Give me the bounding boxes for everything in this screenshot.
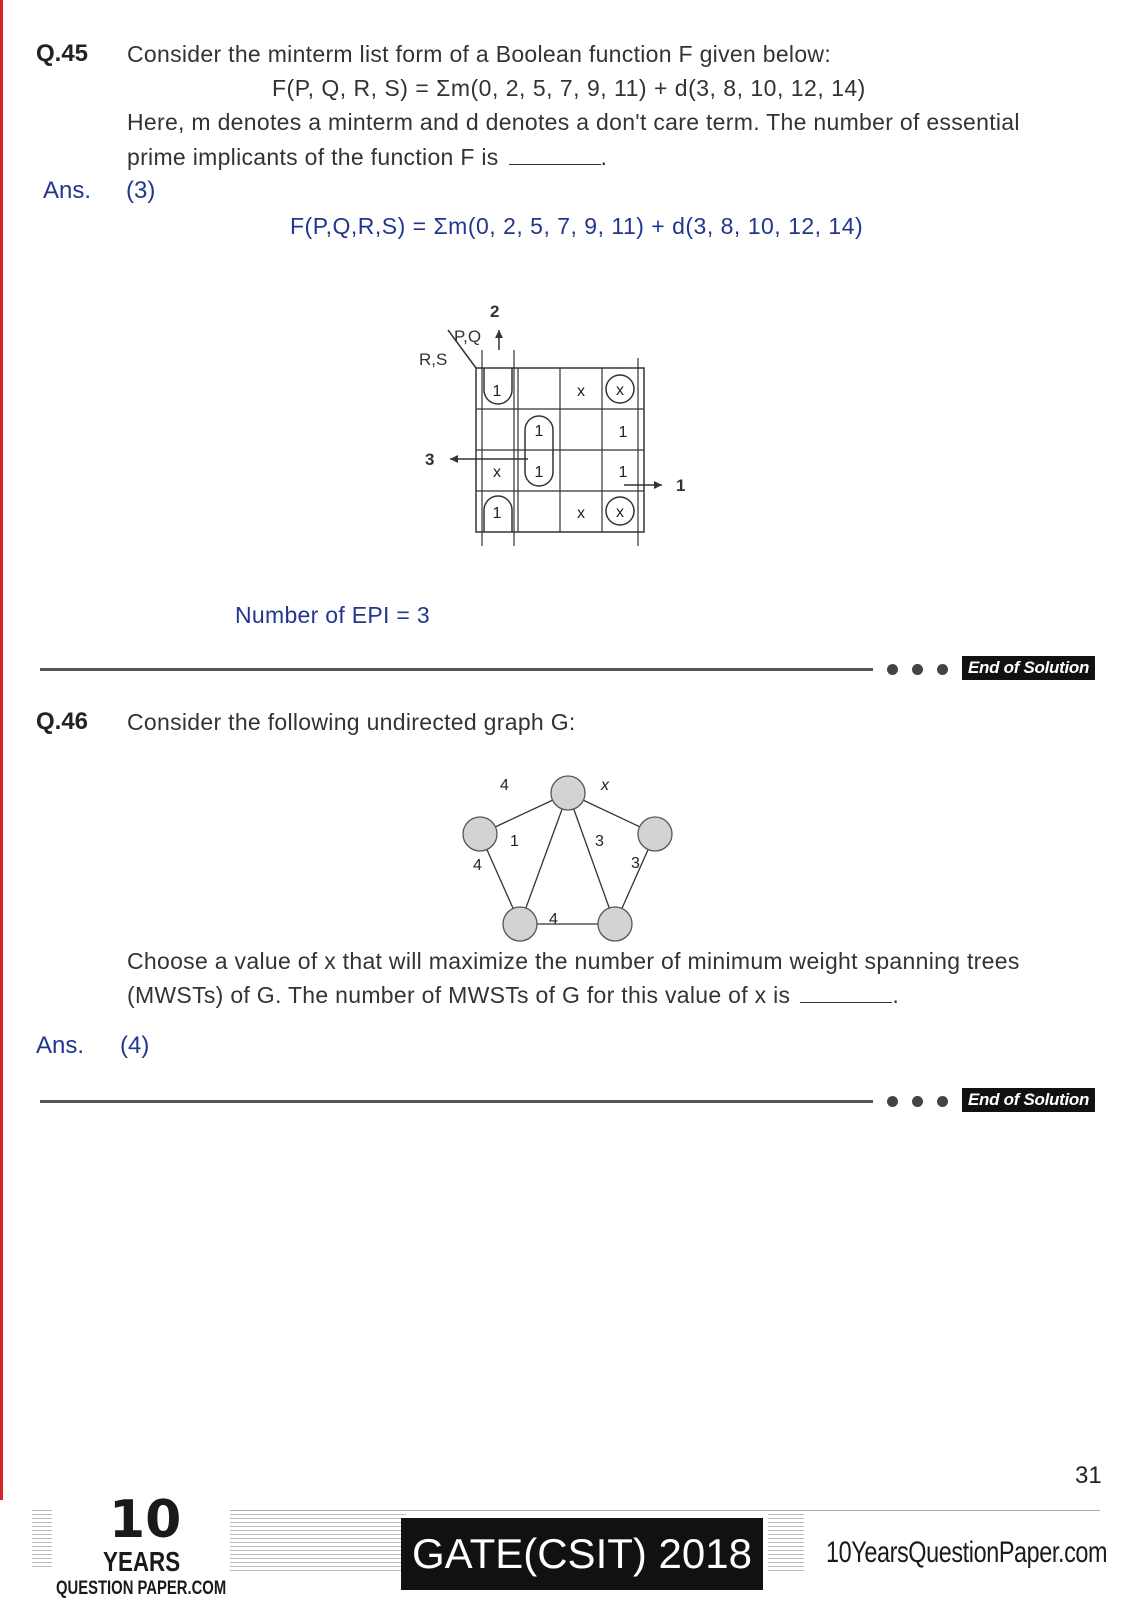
q46-number: Q.46 [36,708,89,735]
divider-dot [937,664,948,675]
footer-rule [230,1510,1100,1511]
site-name: 10YearsQuestionPaper.com [826,1536,1108,1569]
answer-blank [800,984,892,1003]
q45-number: Q.45 [36,40,89,67]
q45-line2: Here, m denotes a minterm and d denotes a don't care term. The number of essential [127,109,1020,135]
graph-edge [568,793,615,924]
divider-dot [912,1096,923,1107]
edge-weight: 4 [549,911,558,928]
kmap-arrowhead-right [654,481,662,489]
q45-solution-equation: F(P,Q,R,S) = Σm(0, 2, 5, 7, 9, 11) + d(3, 8, 10, 12, 14) [290,213,864,239]
kmap-cell: 1 [492,505,502,522]
section-divider [40,1100,873,1103]
kmap-cell: x [577,383,585,400]
q45-answer: (3) [126,177,156,204]
kmap-cell: 1 [618,424,628,441]
section-divider [40,668,873,671]
divider-dot [887,1096,898,1107]
q46-answer-label: Ans. [36,1032,85,1059]
end-of-solution-tag: End of Solution [962,656,1095,680]
kmap-arrowhead-top [495,330,503,338]
kmap-marker-left: 3 [425,450,435,469]
footer-hatch [768,1514,804,1574]
exam-title-box [401,1518,763,1590]
q45-line3: prime implicants of the function F is . [127,144,608,170]
logo-10: 10 [109,1490,182,1550]
divider-dot [887,664,898,675]
kmap-label-pq: P,Q [454,327,482,346]
kmap-cell: x [493,464,501,481]
answer-blank [509,146,601,165]
edge-weight: 3 [631,855,640,872]
kmap-cell: 1 [618,464,628,481]
divider-dot [937,1096,948,1107]
kmap-cell: 1 [534,464,544,481]
edge-weight: 4 [473,857,482,874]
q46-line3-text: (MWSTs) of G. The number of MWSTs of G for this value of x is [127,982,791,1008]
edge-weight: 4 [500,777,509,794]
divider-dot [912,664,923,675]
q46-answer: (4) [120,1032,150,1059]
kmap-label-rs: R,S [419,350,448,369]
exam-title: GATE(CSIT) 2018 [412,1530,752,1577]
margin-red-line [0,0,3,1500]
graph-node [638,817,672,851]
kmap-diagram [410,298,710,560]
footer-hatch [230,1514,406,1574]
kmap-cell: x [616,382,624,399]
graph-node [503,907,537,941]
end-of-solution-tag: End of Solution [962,1088,1095,1112]
graph-g-diagram [455,768,685,948]
edge-weight: x [601,777,609,794]
edge-weight: 1 [510,833,519,850]
graph-node [598,907,632,941]
graph-node [551,776,585,810]
kmap-cell: x [577,505,585,522]
epi-result: Number of EPI = 3 [235,602,430,628]
footer-hatch [32,1510,52,1570]
kmap-cell: x [616,504,624,521]
q45-line1: Consider the minterm list form of a Boolean function F given below: [127,41,832,67]
kmap-marker-top: 2 [490,302,500,321]
kmap-arrowhead-left [450,455,458,463]
q46-line1: Consider the following undirected graph G: [127,709,576,735]
edge-weight: 3 [595,833,604,850]
kmap-marker-right: 1 [676,476,686,495]
q45-answer-label: Ans. [43,177,92,204]
q45-line3-text: prime implicants of the function F is [127,144,499,170]
graph-node [463,817,497,851]
logo-question-paper: QUESTION PAPER.COM [56,1578,227,1599]
kmap-cell: 1 [492,383,502,400]
page-number: 31 [1075,1462,1102,1489]
q45-equation: F(P, Q, R, S) = Σm(0, 2, 5, 7, 9, 11) + d(3, 8, 10, 12, 14) [272,75,866,101]
kmap-cell: 1 [534,423,544,440]
logo-years: YEARS [103,1546,181,1577]
q46-line3: (MWSTs) of G. The number of MWSTs of G for this value of x is . [127,982,900,1008]
q46-line2: Choose a value of x that will maximize the number of minimum weight spanning trees [127,948,1020,974]
